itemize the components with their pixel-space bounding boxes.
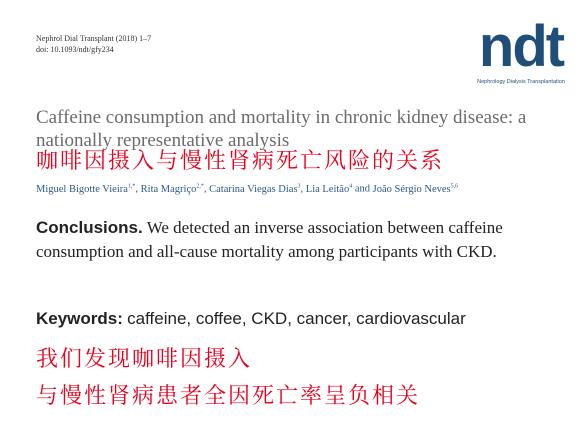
- keywords-text: caffeine, coffee, CKD, cancer, cardiovascular: [127, 309, 466, 328]
- author-name: Rita Magriço: [140, 183, 197, 195]
- conclusions-label: Conclusions.: [36, 218, 143, 237]
- author-affiliation: 5,6: [450, 183, 459, 189]
- author: [36, 184, 135, 195]
- author: [141, 184, 204, 195]
- author-affiliation: 3: [297, 183, 301, 189]
- paper-title: Caffeine consumption and mortality in chronic kidney disease: a nationally representative analysis: [36, 107, 527, 151]
- author: [209, 184, 300, 195]
- author-name: Lia Leitão: [305, 183, 350, 195]
- chinese-summary-line-2: 与慢性肾病患者全因死亡率呈负相关: [36, 384, 421, 409]
- logo-wordmark: ndt: [478, 14, 564, 79]
- conclusions-paragraph: [36, 216, 576, 264]
- author-affiliation: 2,*: [196, 183, 204, 189]
- author-name: Catarina Viegas Dias: [209, 183, 298, 195]
- keywords-label: Keywords:: [36, 309, 123, 328]
- journal-citation: [36, 33, 151, 55]
- author-name: João Sérgio Neves: [372, 183, 451, 195]
- author-separator: and: [352, 183, 373, 195]
- author: [373, 184, 458, 195]
- author-list: [36, 183, 458, 195]
- keywords-paragraph: [36, 307, 576, 331]
- conclusions-text: We detected an inverse association between caffeine consumption and all-cause mortality among participants with CKD.: [36, 218, 503, 261]
- chinese-summary-line-1: 我们发现咖啡因摄入: [36, 347, 253, 372]
- author-affiliation: 4: [349, 183, 353, 189]
- author-name: Miguel Bigotte Vieira: [36, 183, 128, 195]
- author-separator: ,: [135, 183, 141, 195]
- author-separator: ,: [203, 183, 210, 195]
- author-affiliation: 1,*: [127, 183, 136, 189]
- journal-doi: doi: 10.1093/ndt/gfy234: [36, 45, 114, 54]
- author: [306, 184, 352, 195]
- logo-subtitle: Nephrology Dialysis Transplantation: [477, 79, 565, 85]
- author-separator: ,: [300, 183, 306, 195]
- chinese-title-overlay: 咖啡因摄入与慢性肾病死亡风险的关系: [36, 149, 445, 174]
- journal-issue: Nephrol Dial Transplant (2018) 1–7: [36, 34, 152, 43]
- journal-logo: [461, 14, 581, 86]
